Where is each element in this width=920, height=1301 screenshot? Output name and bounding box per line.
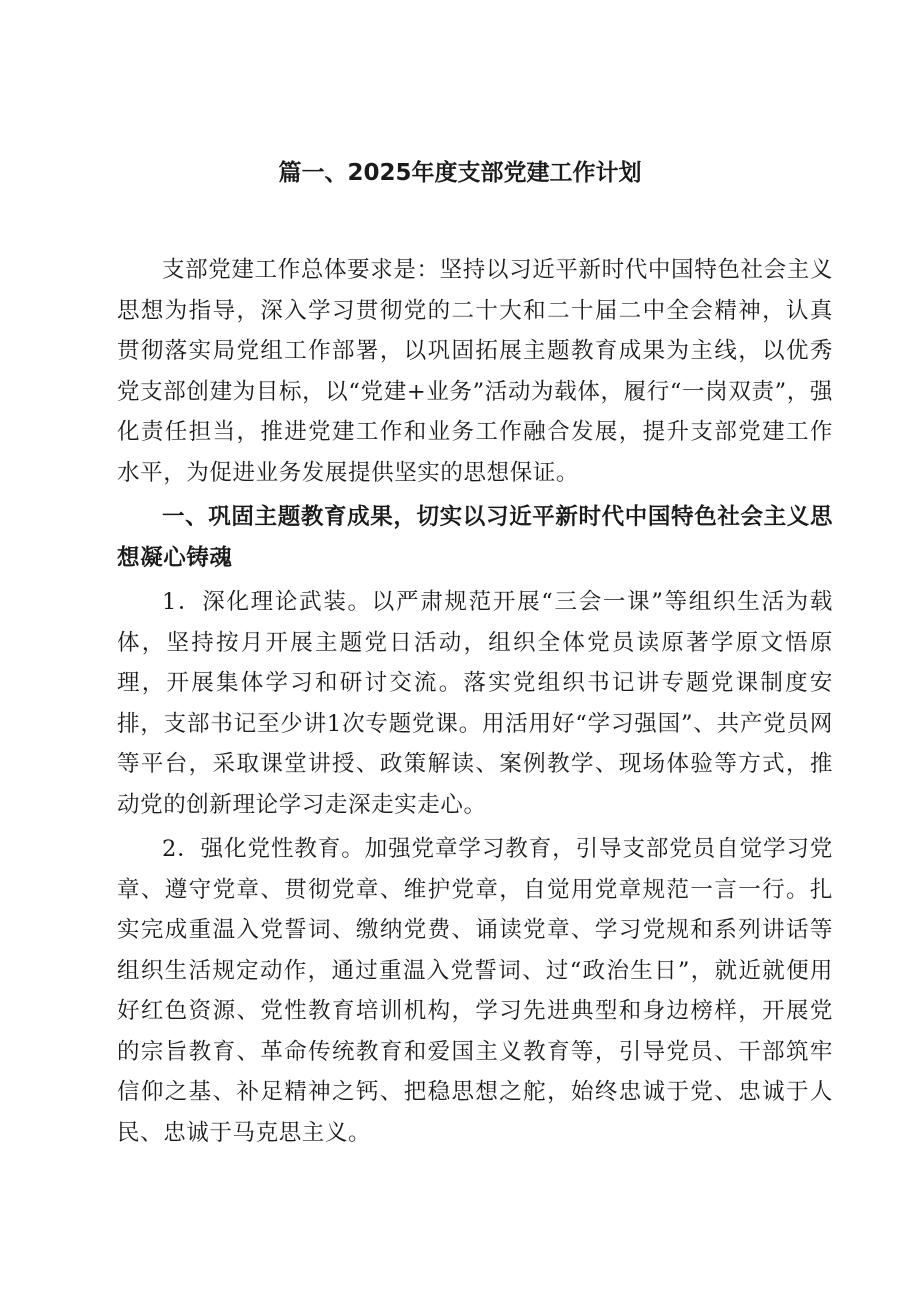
document-title: 篇一、2025年度支部党建工作计划	[278, 160, 642, 186]
item-paragraph-2: 2．强化党性教育。加强党章学习教育，引导支部党员自觉学习党章、遵守党章、贯彻党章、维护党章，自觉用党章规范一言一行。扎实完成重温入党誓词、缴纳党费、诵读党章、学习党规和系列讲话等组织生活规定动作，通过重温入党誓词、过“政治生日”，就近就便用好红色资源、党性教育培训机构，学习先进典型和身边榜样，开展党的宗旨教育、革命传统教育和爱国主义教育等，引导党员、干部筑牢信仰之基、补足精神之钙、把稳思想之舵，始终忠诚于党、忠诚于人民、忠诚于马克思主义。	[117, 836, 833, 1146]
item-paragraph-1: 1．深化理论武装。以严肃规范开展“三会一课”等组织生活为载体，坚持按月开展主题党日活动，组织全体党员读原著学原文悟原理，开展集体学习和研讨交流。落实党组织书记讲专题党课制度安排，支部书记至少讲1次专题党课。用活用好“学习强国”、共产党员网等平台，采取课堂讲授、政策解读、案例教学、现场体验等方式，推动党的创新理论学习走深走实走心。	[117, 589, 833, 818]
document-body	[117, 250, 833, 1153]
intro-paragraph: 支部党建工作总体要求是：坚持以习近平新时代中国特色社会主义思想为指导，深入学习贯彻党的二十大和二十届二中全会精神，认真贯彻落实局党组工作部署，以巩固拓展主题教育成果为主线，以优秀党支部创建为目标，以“党建+业务”活动为载体，履行“一岗双责”，强化责任担当，推进党建工作和业务工作融合发展，提升支部党建工作水平，为促进业务发展提供坚实的思想保证。	[117, 257, 833, 486]
section-heading-1: 一、巩固主题教育成果，切实以习近平新时代中国特色社会主义思想凝心铸魂	[117, 504, 833, 571]
